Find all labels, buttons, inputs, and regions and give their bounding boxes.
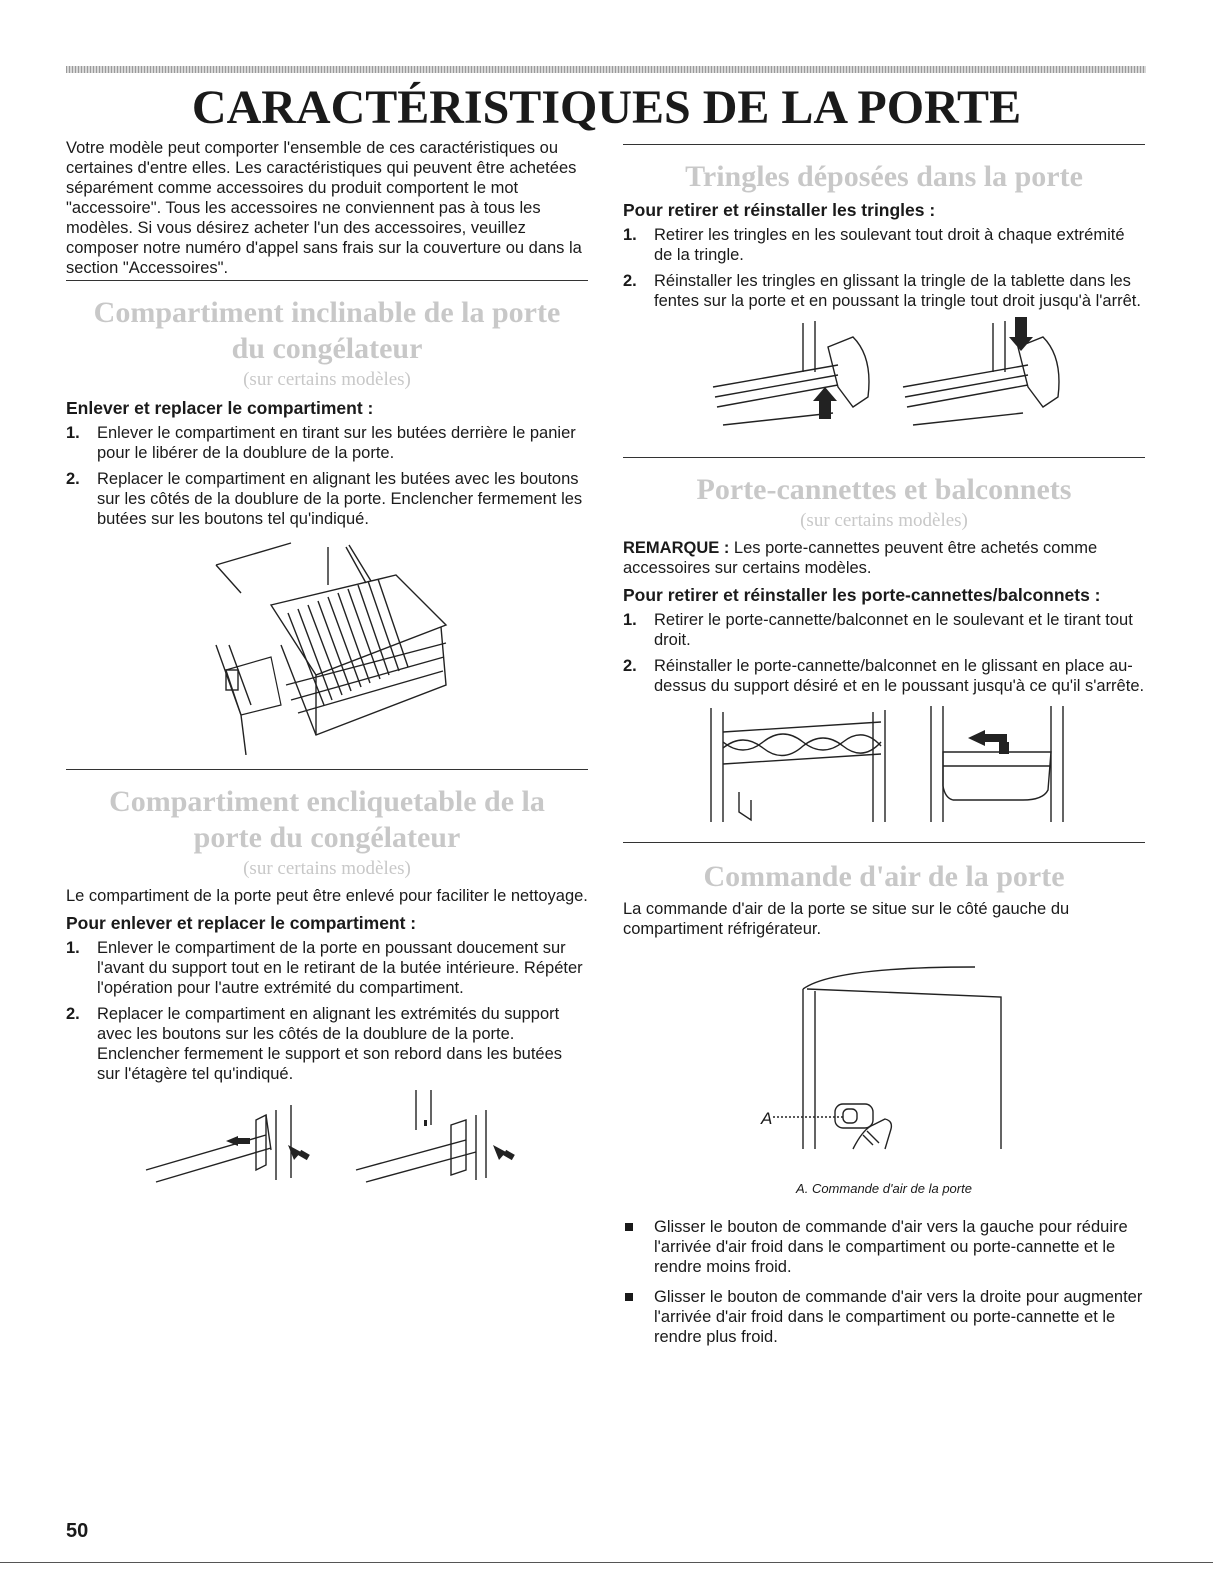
air-control-caption: A. Commande d'air de la porte bbox=[796, 1181, 972, 1196]
snap-bin-section bbox=[66, 784, 588, 1200]
step-number: 2. bbox=[623, 272, 637, 290]
section-divider bbox=[66, 280, 588, 281]
note-text: Les porte-cannettes peuvent être achetés comme accessoires sur certains modèles. bbox=[623, 539, 1098, 577]
snap-bin-steps bbox=[66, 938, 588, 1084]
can-racks-note bbox=[623, 538, 1145, 578]
air-control-section bbox=[623, 859, 1145, 1347]
step-text: Retirer le porte-cannette/balconnet en le soulevant et le tirant tout droit. bbox=[654, 611, 1133, 649]
section-divider bbox=[623, 842, 1145, 843]
step-number: 1. bbox=[66, 939, 80, 957]
snap-bin-illustration bbox=[66, 1090, 588, 1200]
tilt-bin-subtitle: (sur certains modèles) bbox=[243, 369, 411, 390]
step-item bbox=[623, 225, 1145, 265]
air-control-figure bbox=[623, 949, 1145, 1179]
top-decorative-rule bbox=[66, 66, 1146, 73]
rails-title: Tringles déposées dans la porte bbox=[685, 160, 1083, 193]
step-number: 1. bbox=[623, 611, 637, 629]
step-number: 2. bbox=[66, 470, 80, 488]
snap-bin-intro: Le compartiment de la porte peut être enlevé pour faciliter le nettoyage. bbox=[66, 887, 588, 905]
rails-steps bbox=[623, 225, 1145, 311]
step-number: 1. bbox=[623, 226, 637, 244]
step-item bbox=[66, 469, 588, 529]
step-number: 2. bbox=[623, 657, 637, 675]
step-text: Réinstaller les tringles en glissant la tringle de la tablette dans les fentes sur la porte et en poussant la tringle tout droit jusqu'à l'arrêt. bbox=[654, 272, 1141, 310]
step-item bbox=[66, 423, 588, 463]
step-item bbox=[66, 938, 588, 998]
bullet-text: Glisser le bouton de commande d'air vers la gauche pour réduire l'arrivée d'air froid dans le compartiment ou porte-cannette et le rendre moins froid. bbox=[654, 1218, 1128, 1276]
bottom-rule bbox=[0, 1562, 1213, 1563]
page-number: 50 bbox=[66, 1520, 89, 1542]
tilt-bin-title: Compartiment inclinable de la porte du congélateur bbox=[93, 296, 561, 365]
section-divider bbox=[66, 769, 588, 770]
snap-bin-subheading: Pour enlever et replacer le compartiment : bbox=[66, 913, 417, 933]
rails-subheading: Pour retirer et réinstaller les tringles : bbox=[623, 200, 936, 220]
step-text: Replacer le compartiment en alignant les butées avec les boutons sur les côtés de la doublure de la porte. Enclencher fermement les butées sur les boutons tel qu'indiqué. bbox=[97, 470, 583, 528]
step-number: 1. bbox=[66, 424, 80, 442]
tilt-bin-illustration bbox=[66, 535, 588, 755]
bullet-square-icon bbox=[625, 1293, 633, 1301]
can-racks-title: Porte-cannettes et balconnets bbox=[696, 473, 1072, 506]
air-control-illustration bbox=[623, 949, 1145, 1179]
can-racks-subheading: Pour retirer et réinstaller les porte-cannettes/balconnets : bbox=[623, 585, 1101, 605]
bullet-square-icon bbox=[625, 1223, 633, 1231]
left-column bbox=[66, 138, 588, 1200]
intro-paragraph: Votre modèle peut comporter l'ensemble de ces caractéristiques ou certaines d'entre elles. Les caractéristiques qui peuvent être achetées séparément comme accessoires du produit comportent le mot "accessoire". Tous les accessoires ne conviennent pas à tous les modèles. Si vous désirez acheter l'un des accessoires, veuillez composer notre numéro d'appel sans frais sur la couverture ou dans la section "Accessoires". bbox=[66, 139, 582, 277]
step-text: Replacer le compartiment en alignant les extrémités du support avec les boutons sur les côtés de la doublure de la porte. Enclencher fermement le support et son rebord dans les butées sur l'étagère tel qu'indiqué. bbox=[97, 1005, 563, 1083]
bullet-item bbox=[623, 1217, 1145, 1277]
note-label: REMARQUE : bbox=[623, 539, 730, 557]
can-racks-section bbox=[623, 472, 1145, 832]
bullet-text: Glisser le bouton de commande d'air vers la droite pour augmenter l'arrivée d'air froid dans le compartiment ou porte-cannette et le rendre plus froid. bbox=[654, 1288, 1143, 1346]
step-number: 2. bbox=[66, 1005, 80, 1023]
step-item bbox=[623, 271, 1145, 311]
can-racks-subtitle: (sur certains modèles) bbox=[800, 510, 968, 531]
right-column bbox=[623, 138, 1145, 1357]
rails-section bbox=[623, 159, 1145, 447]
snap-bin-title: Compartiment encliquetable de la porte du congélateur bbox=[109, 785, 545, 854]
air-control-bullets bbox=[623, 1217, 1145, 1347]
callout-label-a: A bbox=[761, 1109, 773, 1128]
tilt-bin-section bbox=[66, 295, 588, 755]
air-control-title: Commande d'air de la porte bbox=[703, 860, 1065, 893]
step-item bbox=[66, 1004, 588, 1084]
rails-illustration bbox=[623, 317, 1145, 447]
can-racks-illustration bbox=[623, 702, 1145, 832]
step-text: Enlever le compartiment en tirant sur les butées derrière le panier pour le libérer de la doublure de la porte. bbox=[97, 424, 576, 462]
step-item bbox=[623, 656, 1145, 696]
step-item bbox=[623, 610, 1145, 650]
page-title: CARACTÉRISTIQUES DE LA PORTE bbox=[191, 81, 1022, 134]
snap-bin-subtitle: (sur certains modèles) bbox=[243, 858, 411, 879]
tilt-bin-steps bbox=[66, 423, 588, 529]
air-control-intro: La commande d'air de la porte se situe sur le côté gauche du compartiment réfrigérateur. bbox=[623, 900, 1070, 938]
can-racks-steps bbox=[623, 610, 1145, 696]
bullet-item bbox=[623, 1287, 1145, 1347]
step-text: Enlever le compartiment de la porte en poussant doucement sur l'avant du support tout en le retirant de la butée intérieure. Répéter l'opération pour l'autre extrémité du compartiment. bbox=[97, 939, 583, 997]
tilt-bin-subheading: Enlever et replacer le compartiment : bbox=[66, 398, 374, 418]
step-text: Retirer les tringles en les soulevant tout droit à chaque extrémité de la tringle. bbox=[654, 226, 1125, 264]
section-divider bbox=[623, 144, 1145, 145]
step-text: Réinstaller le porte-cannette/balconnet en le glissant en place au-dessus du support désiré et en le poussant jusqu'à ce qu'il s'arrête. bbox=[654, 657, 1145, 695]
section-divider bbox=[623, 457, 1145, 458]
